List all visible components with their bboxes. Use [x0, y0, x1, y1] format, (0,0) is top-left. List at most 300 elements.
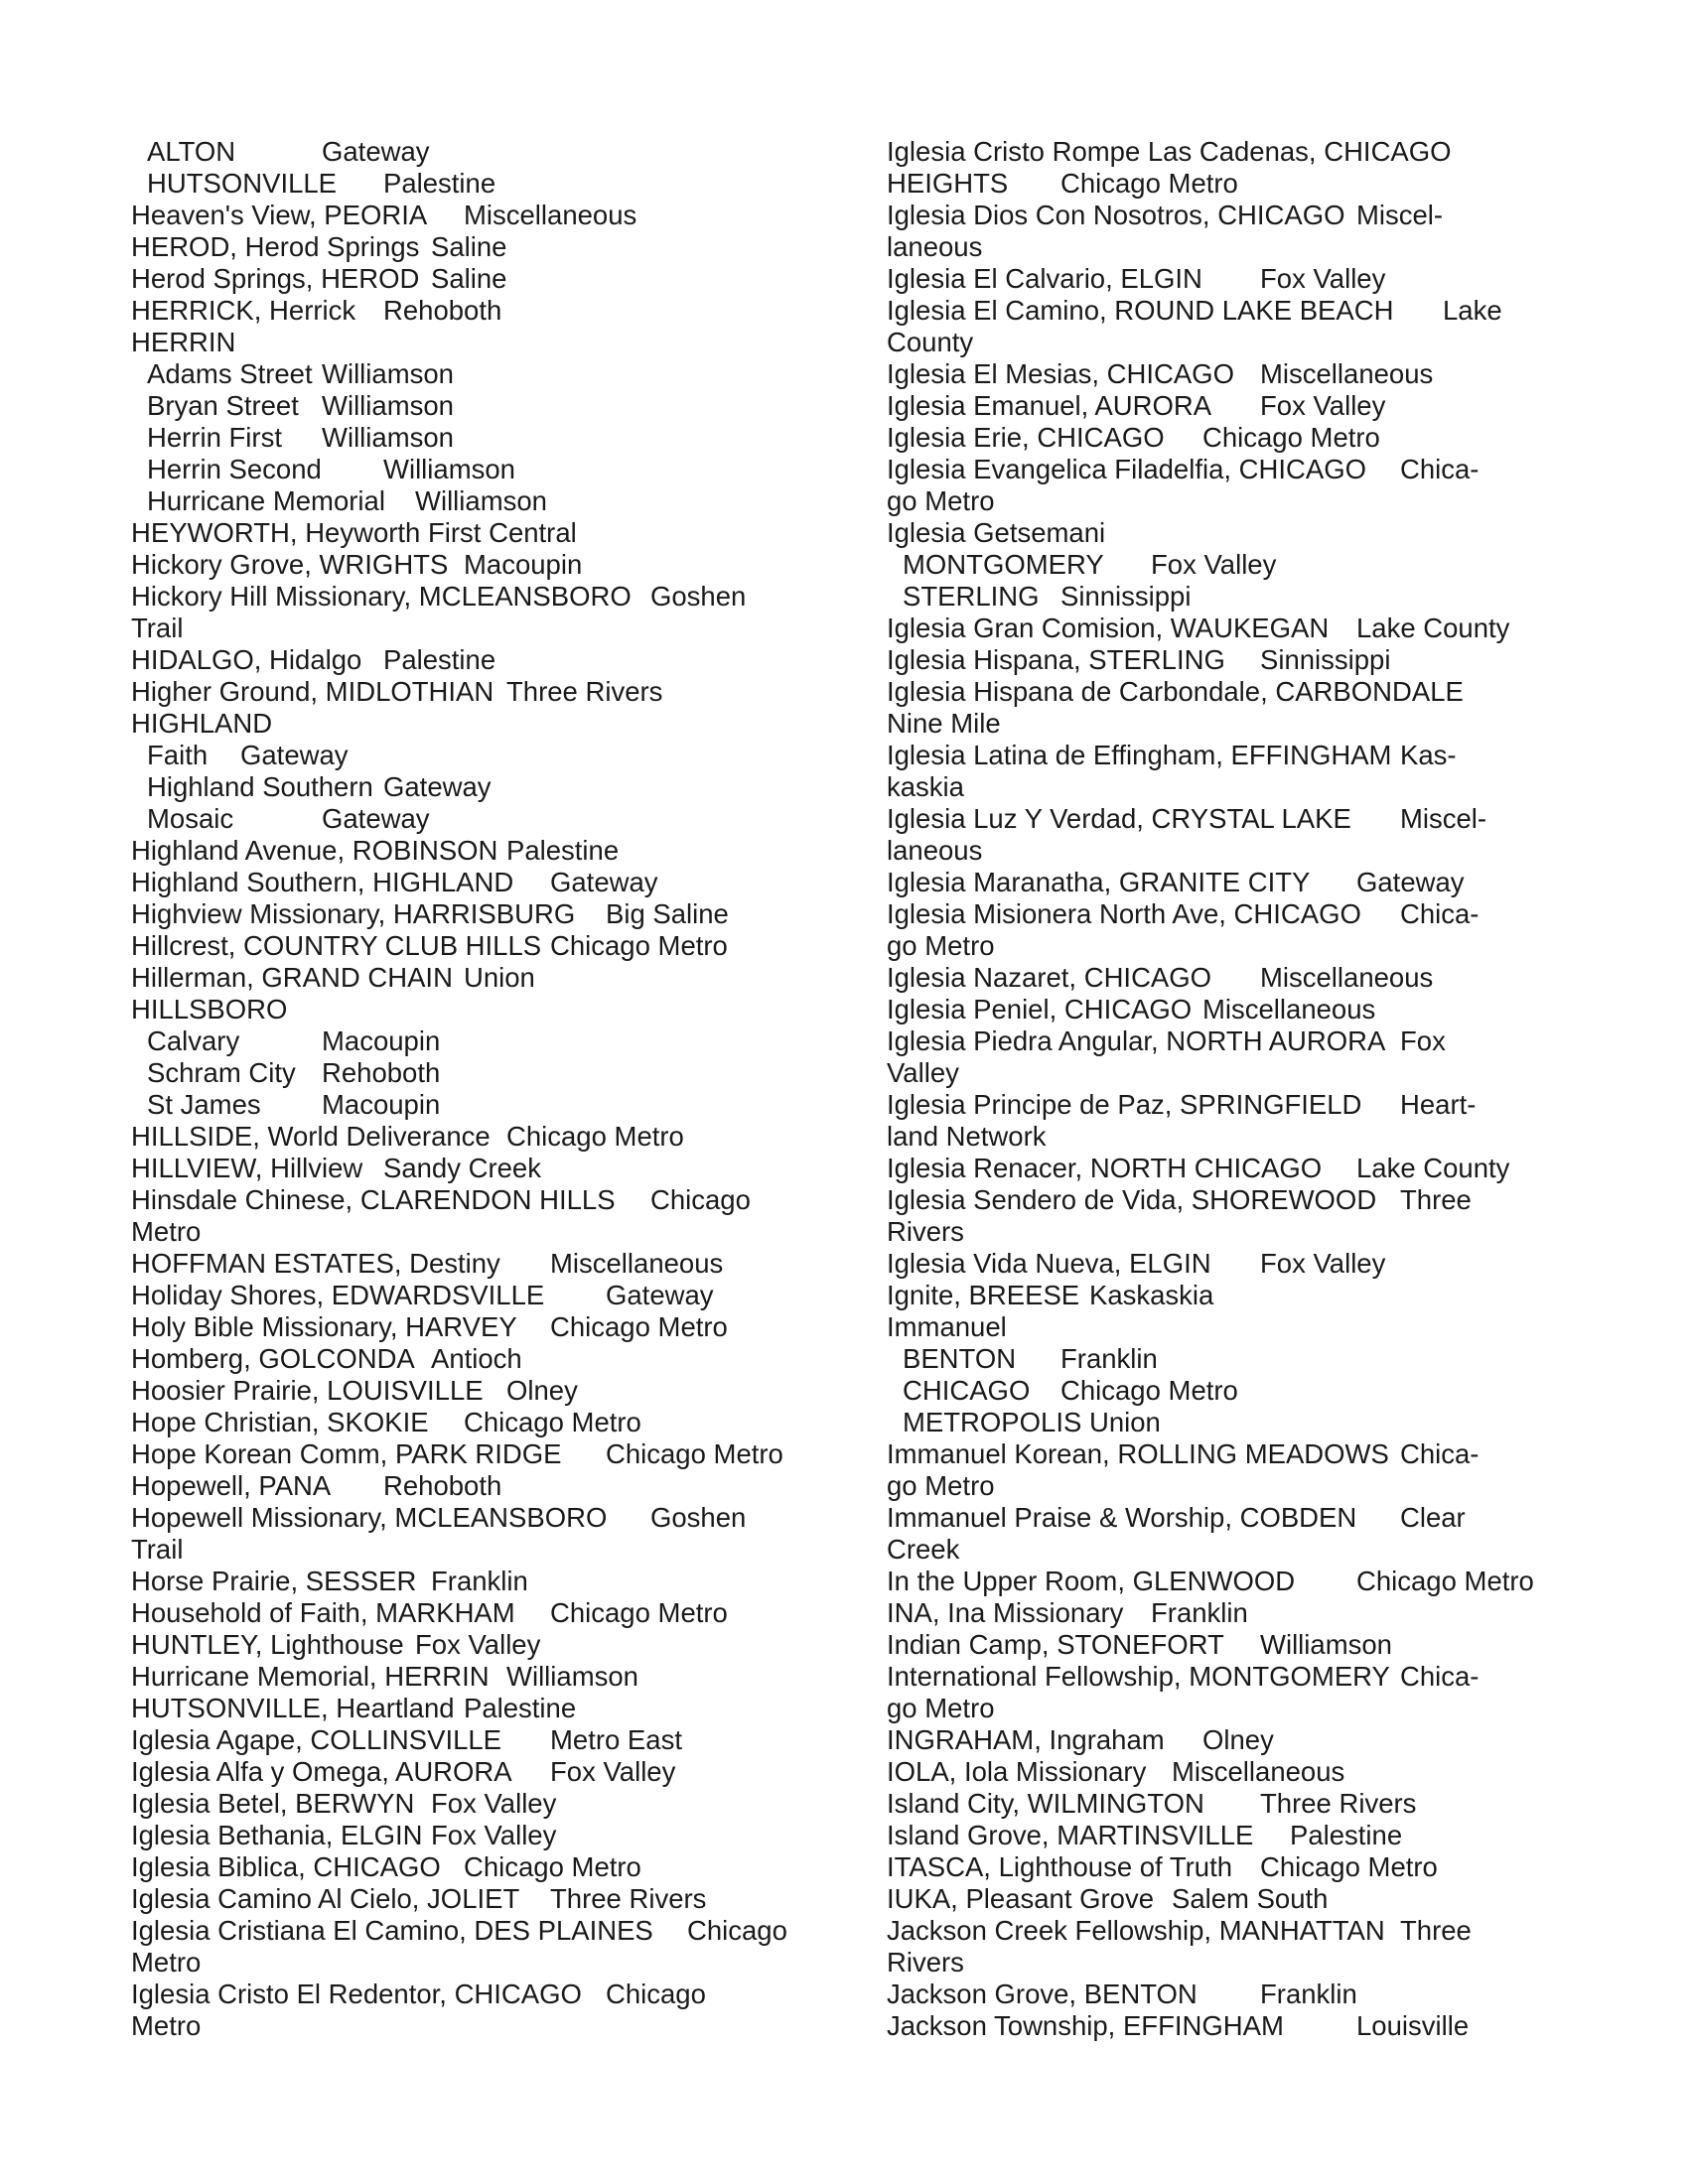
directory-entry	[131, 1597, 846, 1629]
association-name: Three Rivers	[506, 676, 663, 707]
association-name: Chica-	[1400, 1438, 1480, 1469]
association-name: Kaskaskia	[1089, 1280, 1214, 1310]
directory-entry	[131, 1629, 846, 1661]
association-name: Clear	[1400, 1502, 1466, 1533]
church-name: Iglesia Latina de Effingham, EFFINGHAM	[887, 740, 1392, 770]
church-name: Island Grove, MARTINSVILLE	[887, 1820, 1254, 1850]
association-name: Macoupin	[464, 549, 583, 580]
directory-entry	[131, 1407, 846, 1438]
directory-entry	[887, 358, 1562, 390]
directory-entry	[887, 1597, 1562, 1629]
church-name: St James	[147, 1089, 261, 1120]
association-name: Chicago Metro	[550, 1597, 728, 1628]
directory-entry	[131, 994, 846, 1025]
association-name: Sinnissippi	[1260, 644, 1391, 675]
directory-entry	[887, 1756, 1562, 1788]
church-name: HIDALGO, Hidalgo	[131, 644, 362, 675]
association-name: Williamson	[322, 390, 454, 421]
church-name: laneous	[887, 231, 983, 262]
church-name: HIGHLAND	[131, 708, 273, 739]
directory-entry	[887, 1153, 1562, 1184]
association-name: Palestine	[383, 168, 496, 199]
church-name: Iglesia El Calvario, ELGIN	[887, 263, 1202, 294]
church-name: Iglesia Cristiana El Camino, DES PLAINES	[131, 1915, 653, 1946]
association-name: Metro East	[550, 1724, 682, 1755]
directory-entry	[131, 676, 846, 708]
directory-entry	[131, 1661, 846, 1693]
church-name: Hurricane Memorial, HERRIN	[131, 1661, 490, 1692]
association-name: Gateway	[550, 867, 658, 897]
association-name: Fox Valley	[415, 1629, 541, 1660]
church-name: Iglesia Luz Y Verdad, CRYSTAL LAKE	[887, 803, 1351, 834]
church-name: Household of Faith, MARKHAM	[131, 1597, 515, 1628]
church-name: HERRICK, Herrick	[131, 295, 356, 326]
church-name: Hillcrest, COUNTRY CLUB HILLS	[131, 930, 542, 961]
association-name: Palestine	[506, 835, 620, 866]
church-name: IOLA, Iola Missionary	[887, 1756, 1147, 1787]
church-name: HUNTLEY, Lighthouse	[131, 1629, 404, 1660]
directory-entry	[131, 1915, 846, 1947]
right-column	[887, 136, 1562, 2042]
directory-entry	[131, 2010, 846, 2042]
association-name: Saline	[431, 263, 507, 294]
directory-entry	[887, 835, 1562, 867]
association-name: Chicago Metro	[550, 1311, 728, 1342]
directory-entry	[887, 517, 1562, 549]
association-name: Chica-	[1400, 1661, 1480, 1692]
directory-entry	[131, 1470, 846, 1502]
directory-entry	[131, 263, 846, 295]
directory-entry	[131, 1184, 846, 1216]
church-name: Iglesia Renacer, NORTH CHICAGO	[887, 1153, 1323, 1183]
church-name: HILLSIDE, World Deliverance	[131, 1121, 491, 1152]
directory-entry	[887, 1184, 1562, 1216]
directory-entry	[131, 1566, 846, 1597]
association-name: Big Saline	[606, 898, 729, 929]
church-name: INA, Ina Missionary	[887, 1597, 1124, 1628]
church-name: Iglesia Getsemani	[887, 517, 1106, 548]
directory-entry	[131, 867, 846, 898]
association-name: Fox Valley	[550, 1756, 676, 1787]
church-name: Creek	[887, 1534, 960, 1565]
church-name: Iglesia Hispana, STERLING	[887, 644, 1225, 675]
directory-entry	[887, 1851, 1562, 1883]
association-name: Antioch	[431, 1343, 522, 1374]
association-name: Miscellaneous	[1202, 994, 1376, 1024]
directory-entry	[887, 1820, 1562, 1851]
association-name: Miscellaneous	[550, 1248, 724, 1279]
directory-entry	[131, 1216, 846, 1248]
church-name: Hoosier Prairie, LOUISVILLE	[131, 1375, 484, 1406]
church-name: Hope Korean Comm, PARK RIDGE	[131, 1438, 562, 1469]
directory-entry	[131, 1025, 846, 1057]
church-name: Adams Street	[147, 358, 313, 389]
church-name: Ignite, BREESE	[887, 1280, 1080, 1310]
church-name: In the Upper Room, GLENWOOD	[887, 1566, 1296, 1596]
directory-entry	[887, 1343, 1562, 1375]
directory-entry	[131, 1153, 846, 1184]
church-name: Iglesia Cristo El Redentor, CHICAGO	[131, 1979, 582, 2009]
church-name: Metro	[131, 1216, 202, 1247]
church-name: kaskia	[887, 771, 964, 802]
association-name: Heart-	[1400, 1089, 1477, 1120]
directory-entry	[887, 1566, 1562, 1597]
association-name: Williamson	[383, 454, 515, 484]
directory-entry	[887, 1089, 1562, 1121]
church-name: Iglesia Dios Con Nosotros, CHICAGO	[887, 200, 1345, 230]
church-name: HUTSONVILLE	[147, 168, 338, 199]
church-name: Heaven's View, PEORIA	[131, 200, 428, 230]
association-name: Lake County	[1356, 613, 1510, 643]
church-name: Iglesia Bethania, ELGIN	[131, 1820, 423, 1850]
directory-entry	[131, 358, 846, 390]
directory-entry	[131, 1947, 846, 1979]
church-name: Schram City	[147, 1057, 296, 1088]
directory-entry	[887, 1248, 1562, 1280]
association-name: Lake	[1443, 295, 1502, 326]
directory-entry	[887, 1883, 1562, 1915]
church-name: Hopewell Missionary, MCLEANSBORO	[131, 1502, 608, 1533]
directory-entry	[131, 930, 846, 962]
association-name: Miscel-	[1400, 803, 1487, 834]
association-name: Williamson	[415, 485, 547, 516]
church-name: Holy Bible Missionary, HARVEY	[131, 1311, 517, 1342]
church-name: Hope Christian, SKOKIE	[131, 1407, 429, 1437]
association-name: Three Rivers	[550, 1883, 707, 1914]
directory-entry	[131, 771, 846, 803]
association-name: Chicago Metro	[1060, 168, 1238, 199]
directory-entry	[887, 581, 1562, 613]
directory-entry	[131, 1438, 846, 1470]
association-name: Chica-	[1400, 454, 1480, 484]
church-name: Iglesia Erie, CHICAGO	[887, 422, 1165, 453]
association-name: Goshen	[650, 581, 747, 612]
association-name: Three	[1400, 1915, 1472, 1946]
directory-entry	[887, 1407, 1562, 1438]
directory-entry	[131, 1343, 846, 1375]
association-name: Franklin	[431, 1566, 528, 1596]
association-name: Franklin	[1260, 1979, 1357, 2009]
church-name: Horse Prairie, SESSER	[131, 1566, 417, 1596]
church-name: Iglesia Camino Al Cielo, JOLIET	[131, 1883, 520, 1914]
association-name: Chicago Metro	[606, 1438, 783, 1469]
association-name: Union	[464, 962, 535, 993]
association-name: Miscellaneous	[1260, 962, 1434, 993]
directory-entry	[887, 1216, 1562, 1248]
directory-entry	[887, 613, 1562, 644]
directory-entry	[887, 1057, 1562, 1089]
church-name: HERRIN	[131, 327, 236, 357]
church-name: Nine Mile	[887, 708, 1001, 739]
church-name: go Metro	[887, 930, 995, 961]
church-name: Herod Springs, HEROD	[131, 263, 420, 294]
directory-entry	[887, 962, 1562, 994]
directory-entry	[131, 1375, 846, 1407]
directory-entry	[887, 454, 1562, 485]
left-column	[131, 136, 846, 2042]
directory-entry	[887, 231, 1562, 263]
directory-entry	[131, 613, 846, 644]
association-name: Gateway	[322, 803, 430, 834]
church-name: Hinsdale Chinese, CLARENDON HILLS	[131, 1184, 616, 1215]
association-name: Chicago Metro	[464, 1851, 641, 1882]
directory-entry	[887, 200, 1562, 231]
directory-entry	[131, 708, 846, 740]
association-name: Williamson	[506, 1661, 638, 1692]
church-name: Metro	[131, 1947, 202, 1978]
directory-entry	[131, 835, 846, 867]
church-name: ALTON	[147, 136, 236, 167]
directory-entry	[131, 1248, 846, 1280]
association-name: Salem South	[1172, 1883, 1329, 1914]
directory-entry	[131, 1311, 846, 1343]
church-name: Iglesia El Mesias, CHICAGO	[887, 358, 1234, 389]
church-name: HUTSONVILLE, Heartland	[131, 1693, 455, 1723]
directory-entry	[131, 1756, 846, 1788]
directory-entry	[887, 168, 1562, 200]
directory-entry	[131, 200, 846, 231]
church-name: Iglesia Nazaret, CHICAGO	[887, 962, 1212, 993]
directory-entry	[887, 1915, 1562, 1947]
church-name: Faith	[147, 740, 209, 770]
church-name: HEROD, Herod Springs	[131, 231, 420, 262]
church-name: Highland Avenue, ROBINSON	[131, 835, 498, 866]
directory-entry	[887, 1121, 1562, 1153]
association-name: Gateway	[240, 740, 349, 770]
directory-entry	[887, 1025, 1562, 1057]
directory-entry	[131, 1788, 846, 1820]
church-name: Iglesia Betel, BERWYN	[131, 1788, 415, 1819]
directory-entry	[131, 549, 846, 581]
church-name: Calvary	[147, 1025, 240, 1056]
directory-entry	[887, 1724, 1562, 1756]
church-name: Iglesia Cristo Rompe Las Cadenas, CHICAGO	[887, 136, 1452, 167]
directory-entry	[131, 644, 846, 676]
church-name: BENTON	[903, 1343, 1017, 1374]
directory-entry	[887, 1311, 1562, 1343]
church-name: Iglesia Biblica, CHICAGO	[131, 1851, 441, 1882]
directory-entry	[131, 1851, 846, 1883]
church-name: Iglesia Piedra Angular, NORTH AURORA	[887, 1025, 1386, 1056]
association-name: Chicago Metro	[1260, 1851, 1438, 1882]
church-name: HEIGHTS	[887, 168, 1009, 199]
association-name: Williamson	[322, 422, 454, 453]
association-name: Louisville	[1356, 2010, 1470, 2041]
directory-entry	[887, 803, 1562, 835]
directory-entry	[887, 390, 1562, 422]
association-name: Chicago	[687, 1915, 787, 1946]
directory-entry	[887, 1661, 1562, 1693]
directory-entry	[131, 1280, 846, 1311]
church-name: Iglesia Alfa y Omega, AURORA	[131, 1756, 512, 1787]
directory-entry	[887, 1438, 1562, 1470]
association-name: Palestine	[464, 1693, 577, 1723]
association-name: Miscellaneous	[464, 200, 637, 230]
association-name: Gateway	[383, 771, 492, 802]
church-name: Iglesia Hispana de Carbondale, CARBONDALE	[887, 676, 1464, 707]
church-name: go Metro	[887, 1470, 995, 1501]
church-name: Holiday Shores, EDWARDSVILLE	[131, 1280, 545, 1310]
association-name: Gateway	[1356, 867, 1465, 897]
church-name: Highview Missionary, HARRISBURG	[131, 898, 576, 929]
church-name: Hickory Hill Missionary, MCLEANSBORO	[131, 581, 632, 612]
church-name: Homberg, GOLCONDA	[131, 1343, 415, 1374]
church-name: Island City, WILMINGTON	[887, 1788, 1204, 1819]
association-name: Chicago Metro	[1356, 1566, 1534, 1596]
association-name: Chica-	[1400, 898, 1480, 929]
association-name: Chicago	[606, 1979, 706, 2009]
association-name: Gateway	[606, 1280, 714, 1310]
church-name: Iglesia Vida Nueva, ELGIN	[887, 1248, 1211, 1279]
association-name: Union	[1089, 1407, 1161, 1437]
church-name: Herrin Second	[147, 454, 322, 484]
church-name: Valley	[887, 1057, 959, 1088]
association-name: Franklin	[1060, 1343, 1158, 1374]
directory-entry	[131, 517, 846, 549]
association-name: Gateway	[322, 136, 430, 167]
directory-entry	[131, 1820, 846, 1851]
directory-entry	[131, 295, 846, 327]
directory-entry	[887, 327, 1562, 358]
church-name: go Metro	[887, 1693, 995, 1723]
church-name: IUKA, Pleasant Grove	[887, 1883, 1155, 1914]
directory-entry	[887, 1693, 1562, 1724]
church-name: Iglesia Misionera North Ave, CHICAGO	[887, 898, 1361, 929]
association-name: Chicago Metro	[1202, 422, 1380, 453]
church-name: Iglesia Maranatha, GRANITE CITY	[887, 867, 1311, 897]
church-name: Hickory Grove, WRIGHTS	[131, 549, 449, 580]
association-name: Goshen	[650, 1502, 747, 1533]
directory-entry	[887, 930, 1562, 962]
church-name: Jackson Grove, BENTON	[887, 1979, 1198, 2009]
association-name: Chicago Metro	[506, 1121, 684, 1152]
church-name: MONTGOMERY	[903, 549, 1104, 580]
association-name: Sandy Creek	[383, 1153, 541, 1183]
association-name: Fox Valley	[1260, 1248, 1386, 1279]
directory-entry	[131, 740, 846, 771]
directory-entry	[131, 1121, 846, 1153]
association-name: Macoupin	[322, 1089, 441, 1120]
directory-entry	[131, 327, 846, 358]
directory-entry	[887, 898, 1562, 930]
directory-entry	[887, 676, 1562, 708]
association-name: Miscellaneous	[1260, 358, 1434, 389]
directory-entry	[131, 1883, 846, 1915]
directory-entry	[887, 1534, 1562, 1566]
association-name: Chicago Metro	[550, 930, 728, 961]
church-name: HEYWORTH, Heyworth First Central	[131, 517, 577, 548]
church-name: Metro	[131, 2010, 202, 2041]
church-name: STERLING	[903, 581, 1040, 612]
association-name: Williamson	[322, 358, 454, 389]
church-name: HILLSBORO	[131, 994, 288, 1024]
directory-entry	[131, 581, 846, 613]
association-name: Chicago Metro	[464, 1407, 641, 1437]
association-name: Rehoboth	[322, 1057, 441, 1088]
directory-entry	[131, 168, 846, 200]
directory-entry	[887, 549, 1562, 581]
directory-entry	[131, 422, 846, 454]
directory-entry	[131, 1502, 846, 1534]
directory-entry	[887, 1280, 1562, 1311]
association-name: Saline	[431, 231, 507, 262]
church-name: Trail	[131, 1534, 184, 1565]
church-name: County	[887, 327, 974, 357]
association-name: Fox Valley	[431, 1820, 557, 1850]
directory-entry	[131, 803, 846, 835]
association-name: Franklin	[1151, 1597, 1248, 1628]
church-name: Jackson Township, EFFINGHAM	[887, 2010, 1284, 2041]
church-name: Jackson Creek Fellowship, MANHATTAN	[887, 1915, 1385, 1946]
church-name: HILLVIEW, Hillview	[131, 1153, 363, 1183]
church-name: Hurricane Memorial	[147, 485, 385, 516]
directory-entry	[887, 1979, 1562, 2010]
association-name: Fox Valley	[1260, 390, 1386, 421]
church-name: Immanuel	[887, 1311, 1007, 1342]
directory-entry	[887, 1502, 1562, 1534]
directory-entry	[131, 231, 846, 263]
directory-entry	[131, 1057, 846, 1089]
association-name: Fox Valley	[1260, 263, 1386, 294]
directory-entry	[131, 485, 846, 517]
association-name: Miscellaneous	[1172, 1756, 1345, 1787]
church-name: Hopewell, PANA	[131, 1470, 332, 1501]
association-name: Palestine	[1290, 1820, 1403, 1850]
directory-entry	[131, 1693, 846, 1724]
directory-entry	[887, 740, 1562, 771]
association-name: Fox Valley	[1151, 549, 1277, 580]
directory-entry	[887, 1629, 1562, 1661]
church-name: Indian Camp, STONEFORT	[887, 1629, 1224, 1660]
directory-entry	[131, 898, 846, 930]
church-name: land Network	[887, 1121, 1047, 1152]
church-name: CHICAGO	[903, 1375, 1031, 1406]
association-name: Chicago Metro	[1060, 1375, 1238, 1406]
association-name: Sinnissippi	[1060, 581, 1192, 612]
church-name: Bryan Street	[147, 390, 299, 421]
association-name: Chicago	[650, 1184, 751, 1215]
association-name: Olney	[506, 1375, 578, 1406]
directory-entry	[887, 1470, 1562, 1502]
directory-entry	[887, 867, 1562, 898]
association-name: Fox	[1400, 1025, 1446, 1056]
directory-entry	[887, 422, 1562, 454]
church-name: HOFFMAN ESTATES, Destiny	[131, 1248, 500, 1279]
church-name: Rivers	[887, 1216, 964, 1247]
directory-entry	[131, 1979, 846, 2010]
directory-entry	[887, 485, 1562, 517]
directory-entry	[131, 136, 846, 168]
church-name: Iglesia Emanuel, AURORA	[887, 390, 1212, 421]
church-name: Hillerman, GRAND CHAIN	[131, 962, 453, 993]
church-name: laneous	[887, 835, 983, 866]
association-name: Macoupin	[322, 1025, 441, 1056]
directory-entry	[131, 962, 846, 994]
church-name: Immanuel Praise & Worship, COBDEN	[887, 1502, 1357, 1533]
directory-entry	[131, 454, 846, 485]
association-name: Rehoboth	[383, 1470, 502, 1501]
church-name: Mosaic	[147, 803, 234, 834]
directory-entry	[131, 1724, 846, 1756]
directory-entry	[887, 1947, 1562, 1979]
directory-entry	[887, 708, 1562, 740]
directory-entry	[887, 136, 1562, 168]
association-name: Lake County	[1356, 1153, 1510, 1183]
church-name: METROPOLIS	[903, 1407, 1082, 1437]
church-name: Iglesia Agape, COLLINSVILLE	[131, 1724, 502, 1755]
association-name: Olney	[1202, 1724, 1274, 1755]
directory-entry	[887, 2010, 1562, 2042]
